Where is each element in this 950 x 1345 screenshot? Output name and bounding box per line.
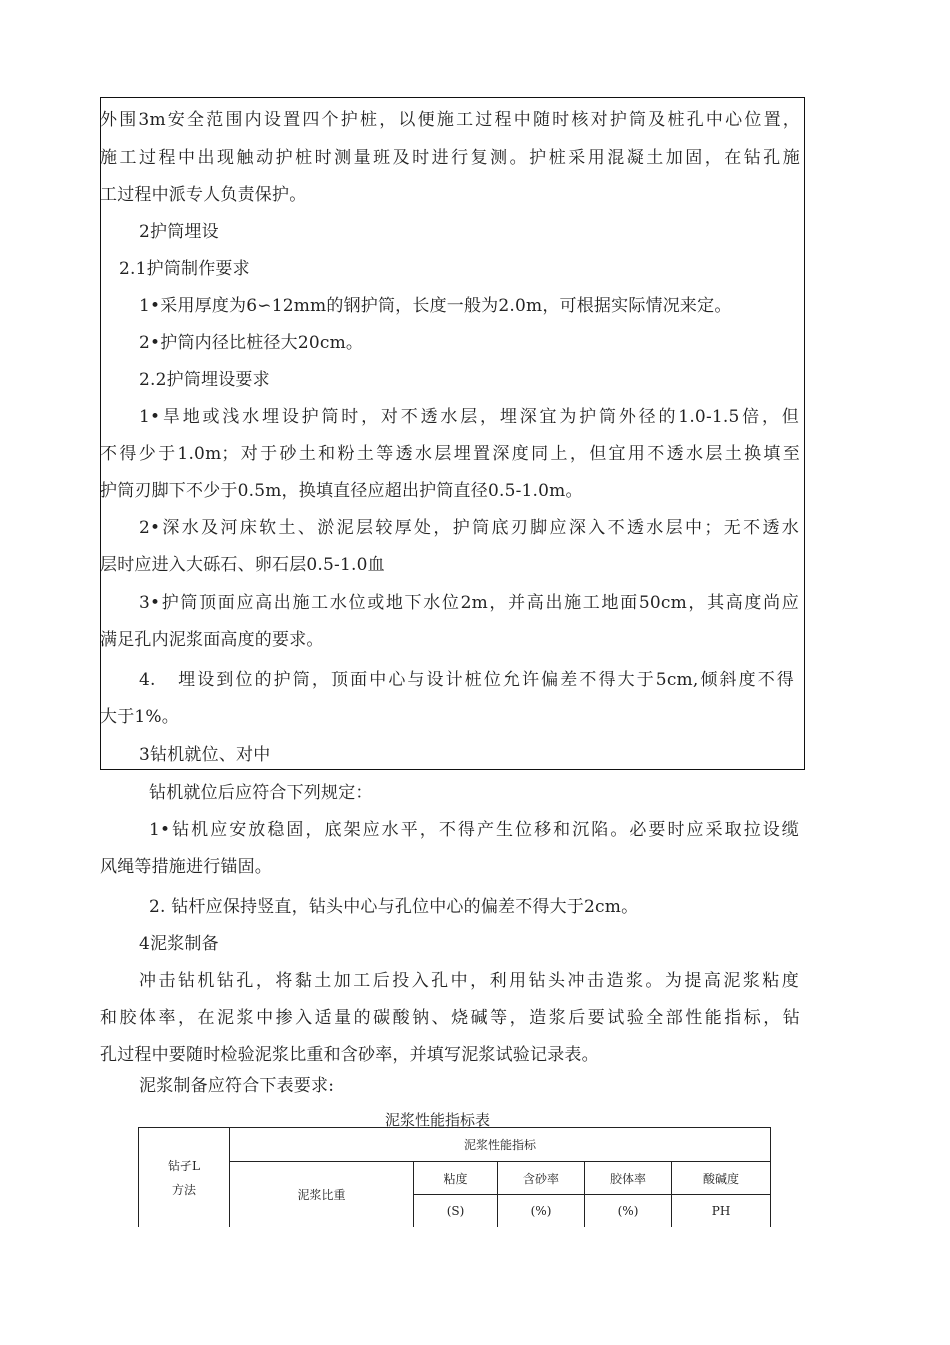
text-line: 满足孔内泥浆面高度的要求。 [100,630,324,650]
subsection-heading: 2.2护筒埋设要求 [139,370,270,390]
text-line: 3•护筒顶面应高出施工水位或地下水位2m，并高出施工地面50cm，其高度尚应 [139,593,799,613]
text-line: 和胶体率，在泥浆中掺入适量的碳酸钠、烧碱等，造浆后要试验全部性能指标，钻 [100,1008,800,1028]
text-line: 1•钻机应安放稳固，底架应水平，不得产生位移和沉陷。必要时应采取拉设缆 [149,820,799,840]
text-line: 冲击钻机钻孔，将黏土加工后投入孔中，利用钻头冲击造浆。为提高泥浆粘度 [139,971,799,991]
sand-content-unit: (%) [498,1195,585,1228]
ph-unit: PH [672,1195,771,1228]
mud-performance-table [138,1127,771,1227]
text-line: 护筒刃脚下不少于0.5m，换填直径应超出护筒直径0.5-1.0m。 [100,481,583,501]
text-line: 风绳等措施进行锚固。 [100,857,272,877]
colloid-rate-header: 胶体率 [585,1162,672,1195]
density-header: 泥浆比重 [230,1162,414,1228]
text-line: 钻机就位后应符合下列规定： [149,783,373,803]
viscosity-header: 粘度 [414,1162,498,1195]
text-line: 外围3m安全范围内设置四个护桩，以便施工过程中随时核对护筒及桩孔中心位置， [100,110,800,130]
text-line: 4. 埋设到位的护筒，顶面中心与设计桩位允许偏差不得大于5cm,倾斜度不得 [139,670,794,690]
text-line: 不得少于1.0m；对于砂土和粉土等透水层埋置深度同上，但宜用不透水层土换填至 [100,444,800,464]
text-line: 2•深水及河床软土、淤泥层较厚处，护筒底刃脚应深入不透水层中；无不透水 [139,518,799,538]
text-line: 大于1%。 [100,707,179,727]
text-line: 施工过程中出现触动护桩时测量班及时进行复测。护桩采用混凝土加固，在钻孔施 [100,148,800,168]
text-line: 1•采用厚度为6∽12mm的钢护筒，长度一般为2.0m，可根据实际情况来定。 [139,296,732,316]
method-label-line2: 方法 [171,1182,196,1197]
text-line: 工过程中派专人负责保护。 [100,185,307,205]
text-line: 2•护筒内径比桩径大20cm。 [139,333,364,353]
text-line: 层时应进入大砾石、卵石层0.5-1.0血 [100,555,385,575]
section-heading: 4泥浆制备 [139,934,219,954]
subsection-heading: 2.1护筒制作要求 [119,259,250,279]
indicators-group-header: 泥浆性能指标 [230,1128,771,1162]
sand-content-header: 含砂率 [498,1162,585,1195]
method-label-line1: 钻孑L [168,1158,200,1173]
text-line: 2. 钻杆应保持竖直，钻头中心与孔位中心的偏差不得大于2cm。 [149,897,639,917]
text-line: 1•旱地或浅水埋设护筒时，对不透水层，埋深宜为护筒外径的1.0-1.5倍，但 [139,407,799,427]
section-heading: 2护筒埋设 [139,222,219,242]
section-heading: 3钻机就位、对中 [139,745,271,765]
viscosity-unit: (S) [414,1195,498,1228]
text-line: 泥浆制备应符合下表要求: [139,1076,335,1096]
drilling-method-header [139,1128,230,1228]
colloid-rate-unit: (%) [585,1195,672,1228]
text-line: 孔过程中要随时检验泥浆比重和含砂率，并填写泥浆试验记录表。 [100,1045,599,1065]
ph-header: 酸碱度 [672,1162,771,1195]
table-title: 泥浆性能指标表 [385,1111,491,1129]
